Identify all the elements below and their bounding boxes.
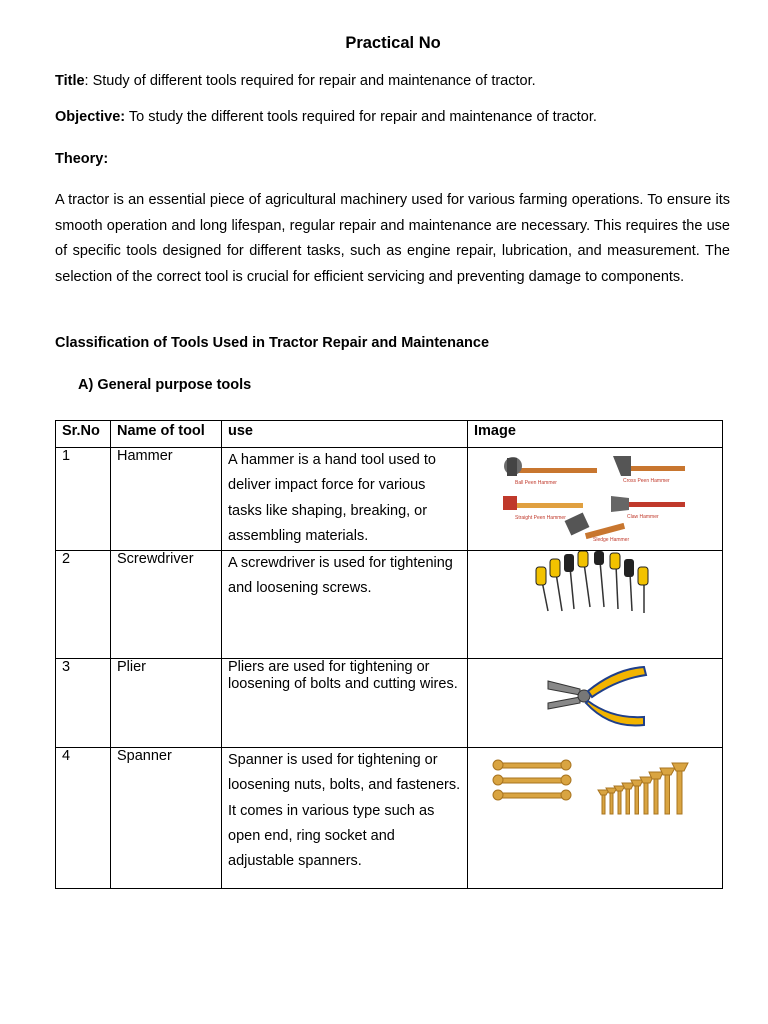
- cell-name: Plier: [111, 659, 222, 748]
- subsection-heading: A) General purpose tools: [78, 377, 252, 393]
- table-row: [56, 448, 723, 551]
- cell-name: Hammer: [111, 448, 222, 551]
- table-row: [56, 551, 723, 659]
- cell-use: Pliers are used for tightening or loosening of bolts and cutting wires.: [222, 659, 468, 748]
- cell-use: Spanner is used for tightening or loosening nuts, bolts, and fasteners. It comes in various type such as open end, ring socket and adjustable spanners.: [222, 748, 468, 889]
- title-label: Title: [55, 73, 85, 89]
- hammers-image: [495, 448, 695, 544]
- objective-label: Objective:: [55, 109, 126, 125]
- cell-sr: 2: [56, 551, 111, 659]
- screwdrivers-image: [530, 551, 660, 621]
- label-claw: Claw Hammer: [627, 514, 659, 520]
- header-sr-no: Sr.No: [56, 421, 111, 448]
- cell-name: Spanner: [111, 748, 222, 889]
- spanners-image: [490, 748, 700, 828]
- title-text: : Study of different tools required for repair and maintenance of tractor.: [84, 73, 536, 89]
- cell-sr: 3: [56, 659, 111, 748]
- cell-image: [468, 659, 723, 748]
- table-row: [56, 659, 723, 748]
- cell-use: A screwdriver is used for tightening and loosening screws.: [222, 551, 468, 659]
- header-use: use: [222, 421, 468, 448]
- classification-heading: Classification of Tools Used in Tractor Repair and Maintenance: [55, 335, 490, 351]
- label-sledge: Sledge Hammer: [593, 537, 630, 543]
- tools-table: [55, 420, 723, 889]
- table-row: [56, 748, 723, 889]
- objective-line: [55, 109, 597, 125]
- label-cross-peen: Cross Peen Hammer: [623, 478, 670, 484]
- title-line: [55, 73, 536, 89]
- objective-text: To study the different tools required for repair and maintenance of tractor.: [125, 109, 597, 125]
- cell-sr: 4: [56, 748, 111, 889]
- pliers-image: [540, 659, 650, 729]
- header-image: Image: [468, 421, 723, 448]
- cell-use: A hammer is a hand tool used to deliver impact force for various tasks like shaping, breaking, or assembling materials.: [222, 448, 468, 551]
- cell-name: Screwdriver: [111, 551, 222, 659]
- theory-label: Theory:: [55, 151, 109, 167]
- theory-heading: [55, 151, 108, 167]
- page-heading: Practical No: [345, 34, 441, 52]
- cell-image: [468, 551, 723, 659]
- table-header-row: [56, 421, 723, 448]
- label-straight-peen: Straight Peen Hammer: [515, 515, 566, 521]
- header-name-of-tool: Name of tool: [111, 421, 222, 448]
- theory-paragraph: A tractor is an essential piece of agricultural machinery used for various farming operations. To ensure its smooth operation and long lifespan, regular repair and maintenance are necessary. This requires the use of specific tools designed for different tasks, such as engine repair, lubrication, and measurement. The selection of the correct tool is crucial for efficient servicing and preventing damage to components.: [55, 192, 730, 285]
- label-ball-peen: Ball Peen Hammer: [515, 480, 557, 486]
- cell-image: [468, 448, 723, 551]
- cell-sr: 1: [56, 448, 111, 551]
- cell-image: [468, 748, 723, 889]
